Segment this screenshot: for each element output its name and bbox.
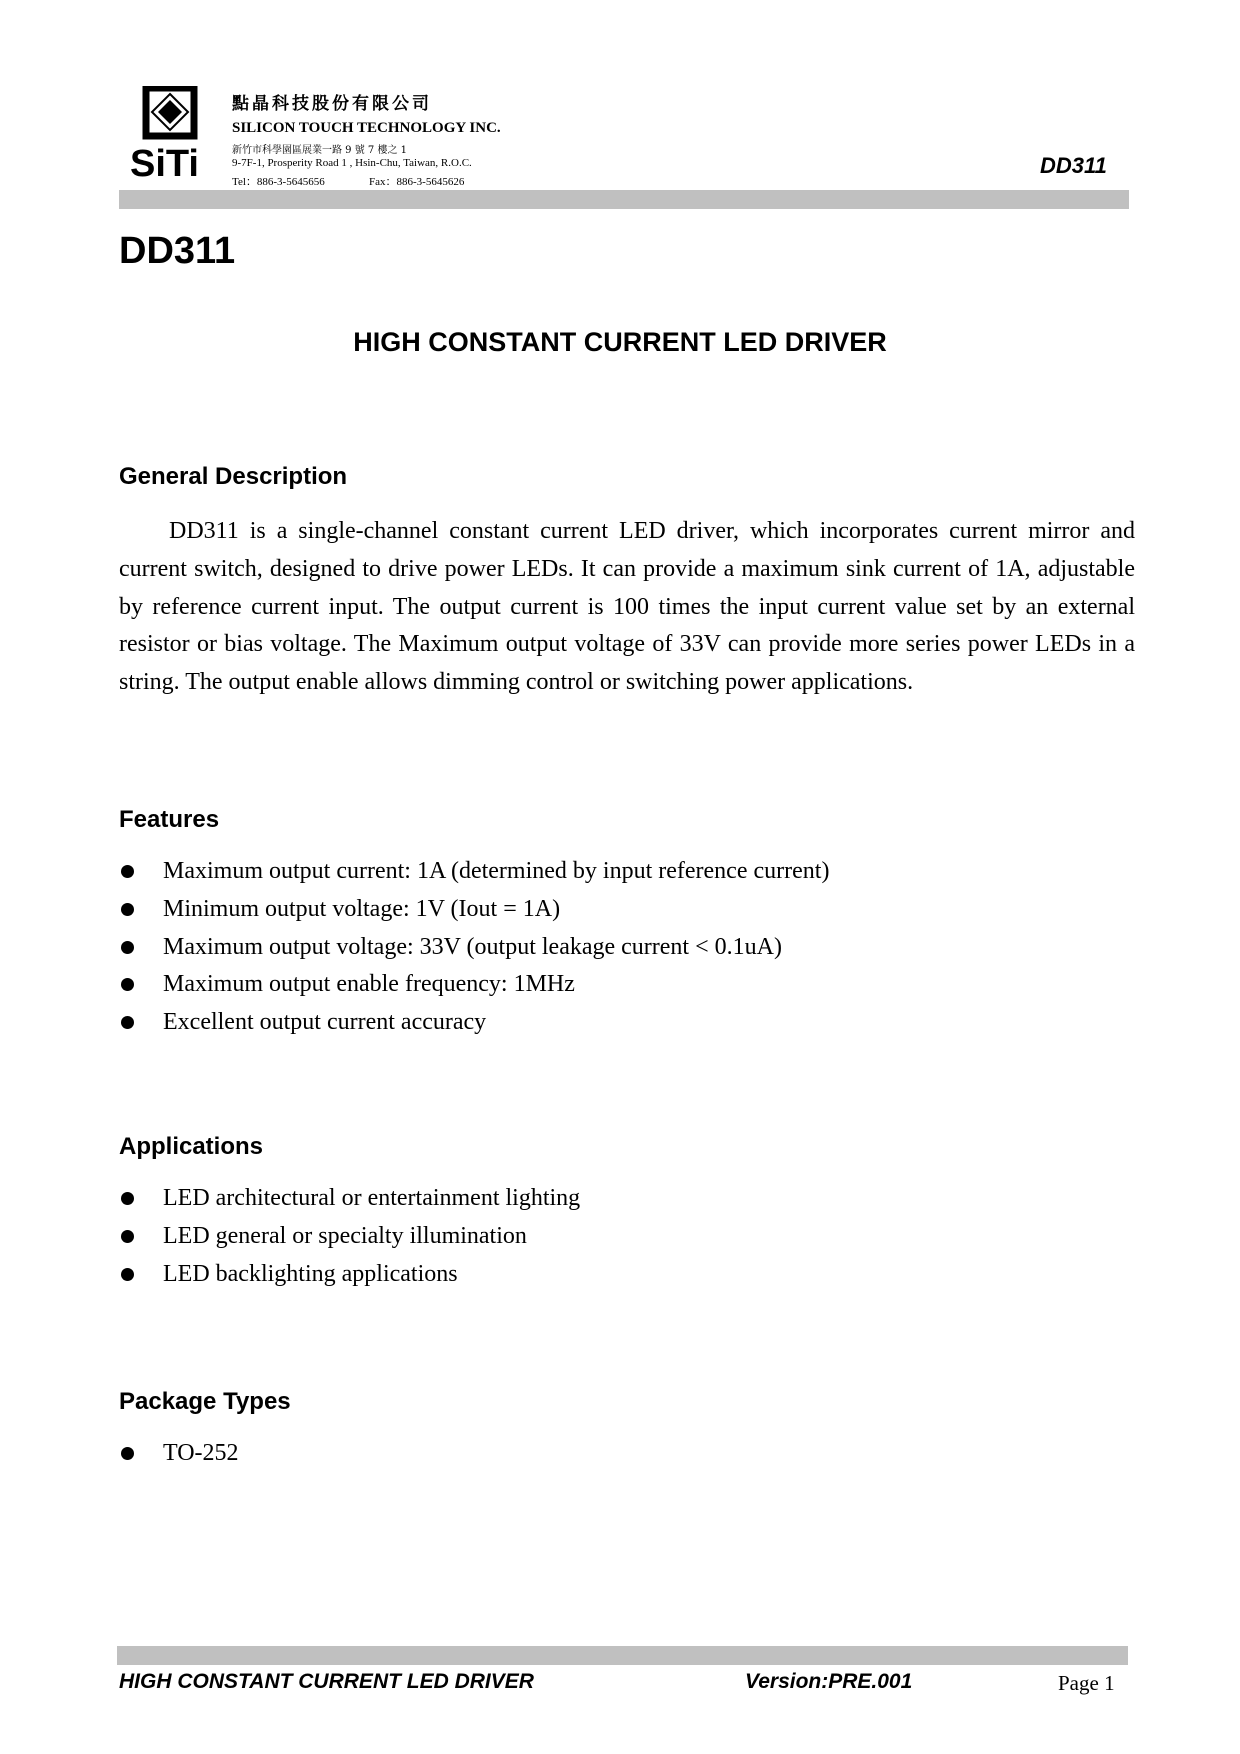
company-name-chinese: 點晶科技股份有限公司 bbox=[232, 94, 432, 114]
svg-text:SiTi: SiTi bbox=[130, 143, 199, 180]
list-item bbox=[119, 929, 829, 967]
feature-text: Maximum output voltage: 33V (output leakage current < 0.1uA) bbox=[163, 933, 782, 960]
footer-version: Version:PRE.001 bbox=[745, 1670, 913, 1693]
bullet-icon bbox=[121, 1268, 134, 1281]
package-types-heading: Package Types bbox=[119, 1388, 291, 1415]
page-title: DD311 bbox=[119, 230, 236, 272]
features-heading: Features bbox=[119, 806, 220, 833]
company-logo bbox=[130, 86, 220, 180]
list-item bbox=[119, 891, 829, 929]
footer-title: HIGH CONSTANT CURRENT LED DRIVER bbox=[119, 1670, 534, 1693]
application-text: LED backlighting applications bbox=[163, 1260, 458, 1287]
bullet-icon bbox=[121, 1447, 134, 1460]
address-chinese: 新竹市科學園區展業一路 9 號 7 樓之 1 bbox=[232, 145, 407, 156]
bullet-icon bbox=[121, 903, 134, 916]
feature-text: Maximum output enable frequency: 1MHz bbox=[163, 971, 575, 998]
list-item bbox=[119, 853, 829, 891]
feature-text: Maximum output current: 1A (determined by input reference current) bbox=[163, 858, 830, 884]
general-description-heading: General Description bbox=[119, 463, 348, 490]
telephone: Tel：886-3-5645656 bbox=[232, 176, 325, 188]
applications-list bbox=[119, 1180, 580, 1293]
application-text: LED general or specialty illumination bbox=[163, 1222, 527, 1249]
header-doc-code: DD311 bbox=[1040, 153, 1107, 178]
list-item bbox=[119, 1218, 580, 1256]
address-english: 9-7F-1, Prosperity Road 1 , Hsin-Chu, Taiwan, R.O.C. bbox=[232, 157, 472, 169]
bullet-icon bbox=[121, 1016, 134, 1029]
company-name-english: SILICON TOUCH TECHNOLOGY INC. bbox=[232, 120, 501, 136]
list-item bbox=[119, 1004, 829, 1042]
list-item bbox=[119, 1256, 580, 1294]
bullet-icon bbox=[121, 941, 134, 954]
list-item bbox=[119, 1180, 580, 1218]
feature-text: Excellent output current accuracy bbox=[163, 1009, 487, 1036]
list-item bbox=[119, 1435, 239, 1473]
bullet-icon bbox=[121, 1230, 134, 1243]
general-description-text: DD311 is a single-channel constant current LED driver, which incorporates current mirror and current switch, designed to drive power LEDs. It can provide a maximum sink current of 1A, adjustable by reference current input. The output current is 100 times the input current value set by an external resistor or bias voltage. The Maximum output voltage of 33V can provide more series power LEDs in a string. The output enable allows dimming control or switching power applications. bbox=[119, 518, 1135, 696]
header-divider bbox=[119, 190, 1129, 209]
list-item bbox=[119, 966, 829, 1004]
footer-divider bbox=[117, 1646, 1128, 1665]
bullet-icon bbox=[121, 978, 134, 991]
feature-text: Minimum output voltage: 1V (Iout = 1A) bbox=[163, 895, 561, 922]
applications-heading: Applications bbox=[119, 1133, 264, 1160]
fax: Fax：886-3-5645626 bbox=[369, 176, 465, 188]
page-number: Page 1 bbox=[1058, 1671, 1115, 1695]
package-text: TO-252 bbox=[163, 1440, 239, 1466]
bullet-icon bbox=[121, 865, 134, 878]
page-subtitle: HIGH CONSTANT CURRENT LED DRIVER bbox=[353, 327, 887, 357]
features-list bbox=[119, 853, 829, 1042]
bullet-icon bbox=[121, 1192, 134, 1205]
application-text: LED architectural or entertainment lighting bbox=[163, 1185, 581, 1211]
package-types-list bbox=[119, 1435, 239, 1473]
